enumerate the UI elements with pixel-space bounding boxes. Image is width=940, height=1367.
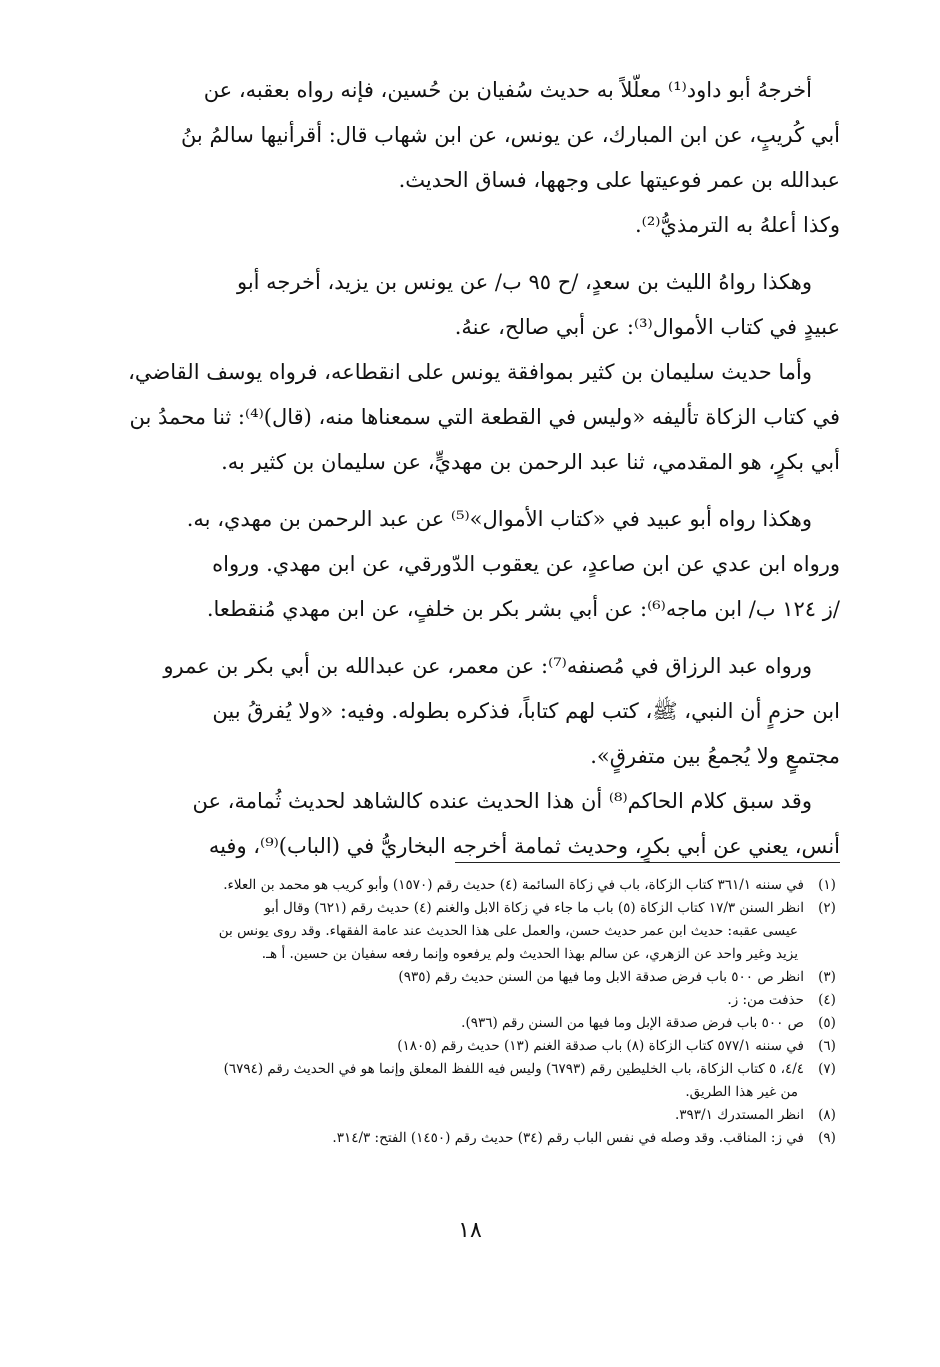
text-line: وأما حديث سليمان بن كثير بموافقة يونس على انقطاعه، فرواه يوسف القاضي، [128, 360, 812, 384]
footnote-number: (٧) [818, 1061, 836, 1077]
text-line: أبي بكرٍ، هو المقدمي، ثنا عبد الرحمن بن مهديٍّ، عن سليمان بن كثير به. [221, 450, 840, 474]
text-line: /ز ١٢٤ ب/ ابن ماجه⁽⁶⁾: عن أبي بشر بكر بن خلفٍ، عن ابن مهدي مُنقطعا. [206, 597, 840, 621]
footnote-number: (٩) [818, 1130, 836, 1146]
footnote-text: انظر ص ٥٠٠ باب فرض صدقة الابل وما فيها من السنن حديث رقم (٩٣٥) [398, 969, 804, 985]
text-line: مجتمعٍ ولا يُجمعُ بين متفرقٍ». [590, 744, 840, 768]
footnote [80, 1058, 850, 1081]
footnote-text: ٤/٤، ٥ كتاب الزكاة، باب الخليطين رقم (٦٧٩٣) وليس فيه اللفظ المعلق وإنما هو في الحديث رقم (٦٧٩٤) [223, 1061, 804, 1077]
footnote [80, 966, 850, 989]
footnote-number: (٥) [818, 1015, 836, 1031]
text-line: ابن حزمٍ أن النبي، ﷺ، كتب لهم كتاباً، فذكره بطوله. وفيه: «ولا يُفرقُ بين [212, 699, 840, 723]
footnote-continuation: من غير هذا الطريق. [685, 1084, 798, 1100]
text-line: وهكذا رواهُ الليث بن سعدٍ، /ح ٩٥ ب/ عن يونس بن يزيد، أخرجه أبو [236, 270, 812, 294]
footnote-number: (١) [818, 877, 836, 893]
text-line: وهكذا رواه أبو عبيد في «كتاب الأموال»⁽⁵⁾ عن عبد الرحمن بن مهدي، به. [186, 507, 812, 531]
text-line: وكذا أعلهُ به الترمذيُّ⁽²⁾. [635, 213, 840, 237]
footnote [80, 1127, 850, 1150]
text-line: أنس، يعني عن أبي بكرٍ، وحديث ثمامة أخرجه البخاريُّ في (الباب)⁽⁹⁾، وفيه [208, 834, 840, 858]
footnote [80, 1012, 850, 1035]
footnote-separator [455, 862, 840, 863]
text-line: ورواه ابن عدي عن ابن صاعدٍ، عن يعقوب الدّورقي، عن ابن مهدي. ورواه [212, 552, 840, 576]
footnote-number: (٢) [818, 900, 836, 916]
footnote [80, 1104, 850, 1127]
main-text [80, 68, 840, 869]
footnote-text: ص ٥٠٠ باب فرض صدقة الإبل وما فيها من السنن رقم (٩٣٦). [461, 1015, 804, 1031]
footnotes [80, 874, 850, 1150]
text-line: أبي كُريبٍ، عن ابن المبارك، عن يونس، عن ابن شهاب قال: أقرأنيها سالمُ بنُ [180, 123, 840, 147]
footnote-continuation: يزيد وغير واحد عن الزهري، عن سالم بهذا الحديث ولم يرفعوه وإنما رفعه سفيان بن حسين. أ هـ. [261, 946, 798, 962]
footnote [80, 897, 850, 920]
footnote-text: انظر المستدرك ٣٩٣/١. [675, 1107, 804, 1123]
text-line: وقد سبق كلام الحاكم⁽⁸⁾ أن هذا الحديث عنده كالشاهد لحديث ثُمامة، عن [192, 789, 812, 813]
footnote-number: (٨) [818, 1107, 836, 1123]
text-line: أخرجهُ أبو داود⁽¹⁾ معلّلاً به حديث سُفيان بن حُسين، فإنه رواه بعقبه، عن [203, 78, 812, 102]
footnote-number: (٤) [818, 992, 836, 1008]
footnote-text: في سننه ٥٧٧/١ كتاب الزكاة (٨) باب صدقة الغنم (١٣) حديث رقم (١٨٠٥) [397, 1038, 804, 1054]
text-line: عبدالله بن عمر فوعيتها على وجهها، فساق الحديث. [398, 168, 840, 192]
footnote [80, 989, 850, 1012]
footnote-text: في سننه ٣٦١/١ كتاب الزكاة، باب في زكاة السائمة (٤) حديث رقم (١٥٧٠) وأبو كريب هو محمد بن العلاء. [223, 877, 804, 893]
footnote [80, 1035, 850, 1058]
footnote-text: في ز: المناقب. وقد وصله في نفس الباب رقم (٣٤) حديث رقم (١٤٥٠) الفتح: ٣١٤/٣. [332, 1130, 804, 1146]
footnote-number: (٣) [818, 969, 836, 985]
text-line: في كتاب الزكاة تأليفه «وليس في القطعة التي سمعناها منه، (قال)⁽⁴⁾: ثنا محمدُ بن [129, 405, 840, 429]
footnote [80, 874, 850, 897]
footnote-text: انظر السنن ١٧/٣ كتاب الزكاة (٥) باب ما جاء في زكاة الابل والغنم (٤) حديث رقم (٦٢١) وقال أبو [264, 900, 804, 916]
footnote-text: حذفت من: ز. [727, 992, 804, 1008]
text-line: عبيدٍ في كتاب الأموال⁽³⁾: عن أبي صالح، عنهُ. [454, 315, 840, 339]
footnote-number: (٦) [818, 1038, 836, 1054]
page-number: ١٨ [458, 1218, 482, 1243]
text-line: ورواه عبد الرزاق في مُصنفه⁽⁷⁾: عن معمر، عن عبدالله بن أبي بكر بن عمرو [163, 654, 812, 678]
footnote-continuation: عيسى عقبه: حديث ابن عمر حديث حسن، والعمل على هذا الحديث عند عامة الفقهاء. وقد روى يونس بن [218, 923, 798, 939]
